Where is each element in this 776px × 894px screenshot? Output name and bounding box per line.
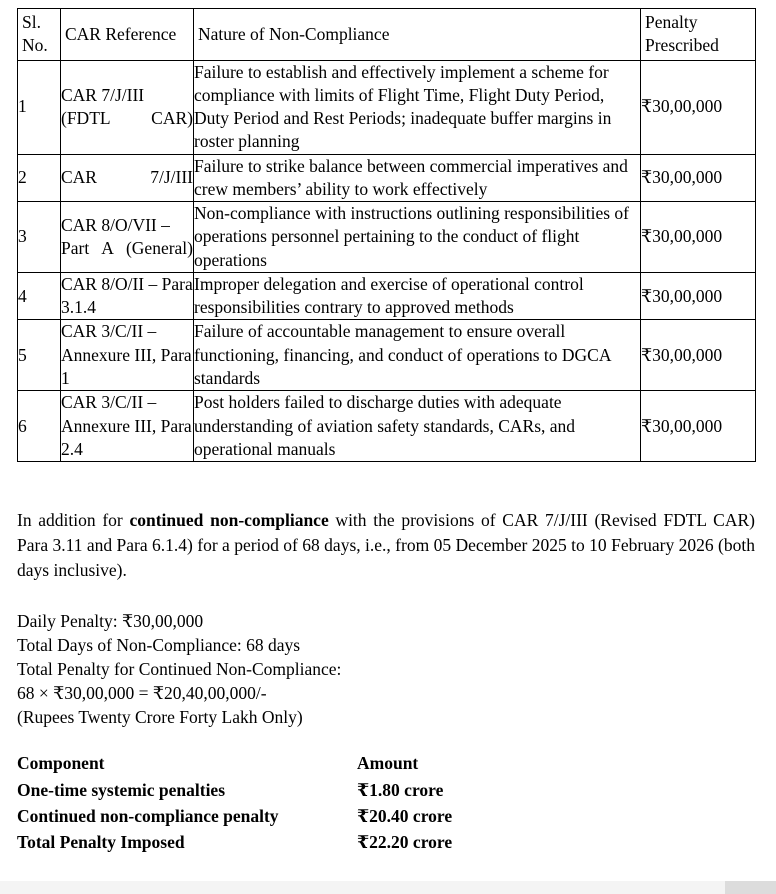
summary-row bbox=[17, 778, 577, 804]
summary-cell-component: Continued non-compliance penalty bbox=[17, 806, 279, 827]
summary-header-row bbox=[17, 751, 577, 777]
calculation-line-total-days: Total Days of Non-Compliance: 68 days bbox=[17, 634, 301, 655]
calculation-line-amount-in-words: (Rupees Twenty Crore Forty Lakh Only) bbox=[17, 707, 303, 728]
paragraph-bold-phrase: continued non-compliance bbox=[129, 510, 329, 531]
column-header-penalty bbox=[641, 9, 756, 61]
summary-table bbox=[17, 751, 577, 857]
cell-car-reference: CAR 3/C/II – Annexure III, Para 1 bbox=[61, 320, 194, 391]
cell-car-reference: CAR 7/J/III bbox=[61, 154, 194, 202]
column-header-nature bbox=[194, 9, 641, 61]
summary-column-header-component: Component bbox=[17, 753, 105, 774]
summary-cell-component: One-time systemic penalties bbox=[17, 779, 226, 800]
column-header-sl-no bbox=[18, 9, 61, 61]
cell-car-reference: CAR 8/O/VII – Part A (General) bbox=[61, 202, 194, 273]
table-header bbox=[18, 9, 756, 61]
table-header-row bbox=[18, 9, 756, 61]
column-header-nature-text: Nature of Non-Compliance bbox=[198, 23, 390, 44]
cell-nature: Failure to establish and effectively implement a scheme for compliance with limits of Flight Time, Flight Duty Period, Duty Period and Rest Periods; inadequate buffer margins in roster planning bbox=[194, 60, 641, 154]
cell-nature: Post holders failed to discharge duties with adequate understanding of aviation safety standards, CARs, and operational manuals bbox=[194, 391, 641, 462]
penalty-table bbox=[17, 8, 756, 462]
cell-penalty: ₹30,00,000 bbox=[641, 320, 756, 391]
cell-penalty: ₹30,00,000 bbox=[641, 202, 756, 273]
table-row bbox=[18, 202, 756, 273]
cell-sl-no: 3 bbox=[18, 202, 61, 273]
table-body bbox=[18, 60, 756, 462]
calculation-line-total-penalty-label: Total Penalty for Continued Non-Compliance: bbox=[17, 658, 342, 679]
cell-sl-no: 5 bbox=[18, 320, 61, 391]
table-row bbox=[18, 320, 756, 391]
calculation-line-total-penalty-math: 68 × ₹30,00,000 = ₹20,40,00,000/- bbox=[17, 683, 267, 703]
cell-car-reference: CAR 3/C/II – Annexure III, Para 2.4 bbox=[61, 391, 194, 462]
cell-penalty: ₹30,00,000 bbox=[641, 60, 756, 154]
column-header-car-reference-text: CAR Reference bbox=[65, 23, 177, 44]
table-row bbox=[18, 391, 756, 462]
spacer-before-calculation bbox=[17, 583, 755, 609]
cell-penalty: ₹30,00,000 bbox=[641, 272, 756, 320]
summary-cell-amount: ₹20.40 crore bbox=[357, 806, 453, 827]
horizontal-scrollbar-thumb[interactable] bbox=[725, 881, 776, 894]
document-content bbox=[17, 8, 755, 857]
cell-penalty: ₹30,00,000 bbox=[641, 154, 756, 202]
summary-cell-amount: ₹22.20 crore bbox=[357, 832, 453, 853]
spacer-after-table bbox=[17, 462, 755, 508]
summary-row bbox=[17, 804, 577, 830]
summary-cell-component: Total Penalty Imposed bbox=[17, 832, 185, 853]
calculation-block bbox=[17, 609, 755, 730]
calculation-line-daily-penalty: Daily Penalty: ₹30,00,000 bbox=[17, 610, 204, 631]
continued-non-compliance-paragraph bbox=[17, 508, 755, 583]
cell-sl-no: 6 bbox=[18, 391, 61, 462]
table-row bbox=[18, 154, 756, 202]
cell-sl-no: 4 bbox=[18, 272, 61, 320]
summary-cell-amount: ₹1.80 crore bbox=[357, 779, 444, 800]
horizontal-scrollbar[interactable] bbox=[0, 881, 776, 894]
paragraph-lead-text: In addition for bbox=[17, 510, 130, 531]
cell-sl-no: 2 bbox=[18, 154, 61, 202]
cell-nature: Failure of accountable management to ensure overall functioning, financing, and conduct of operations to DGCA standards bbox=[194, 320, 641, 391]
cell-nature: Failure to strike balance between commercial imperatives and crew members’ ability to work effectively bbox=[194, 154, 641, 202]
summary-row bbox=[17, 830, 577, 856]
cell-nature: Non-compliance with instructions outlining responsibilities of operations personnel pertaining to the conduct of flight operations bbox=[194, 202, 641, 273]
table-row bbox=[18, 60, 756, 154]
column-header-sl-no-text: Sl. No. bbox=[22, 12, 48, 56]
column-header-penalty-text: Penalty Prescribed bbox=[645, 12, 719, 56]
cell-car-reference: CAR 8/O/II – Para 3.1.4 bbox=[61, 272, 194, 320]
column-header-car-reference bbox=[61, 9, 194, 61]
cell-sl-no: 1 bbox=[18, 60, 61, 154]
spacer-before-summary bbox=[17, 729, 755, 751]
summary-column-header-amount: Amount bbox=[357, 753, 419, 774]
cell-nature: Improper delegation and exercise of operational control responsibilities contrary to approved methods bbox=[194, 272, 641, 320]
table-row bbox=[18, 272, 756, 320]
paragraph-rest-text: with the provisions of CAR 7/J/III (Revised FDTL CAR) Para 3.11 and Para 6.1.4) for a period of 68 days, i.e., from 05 December 2025 to 10 February 2026 (both days inclusive). bbox=[17, 510, 755, 580]
summary-table-body bbox=[17, 751, 577, 857]
cell-car-reference: CAR 7/J/III (FDTL CAR) bbox=[61, 60, 194, 154]
cell-penalty: ₹30,00,000 bbox=[641, 391, 756, 462]
